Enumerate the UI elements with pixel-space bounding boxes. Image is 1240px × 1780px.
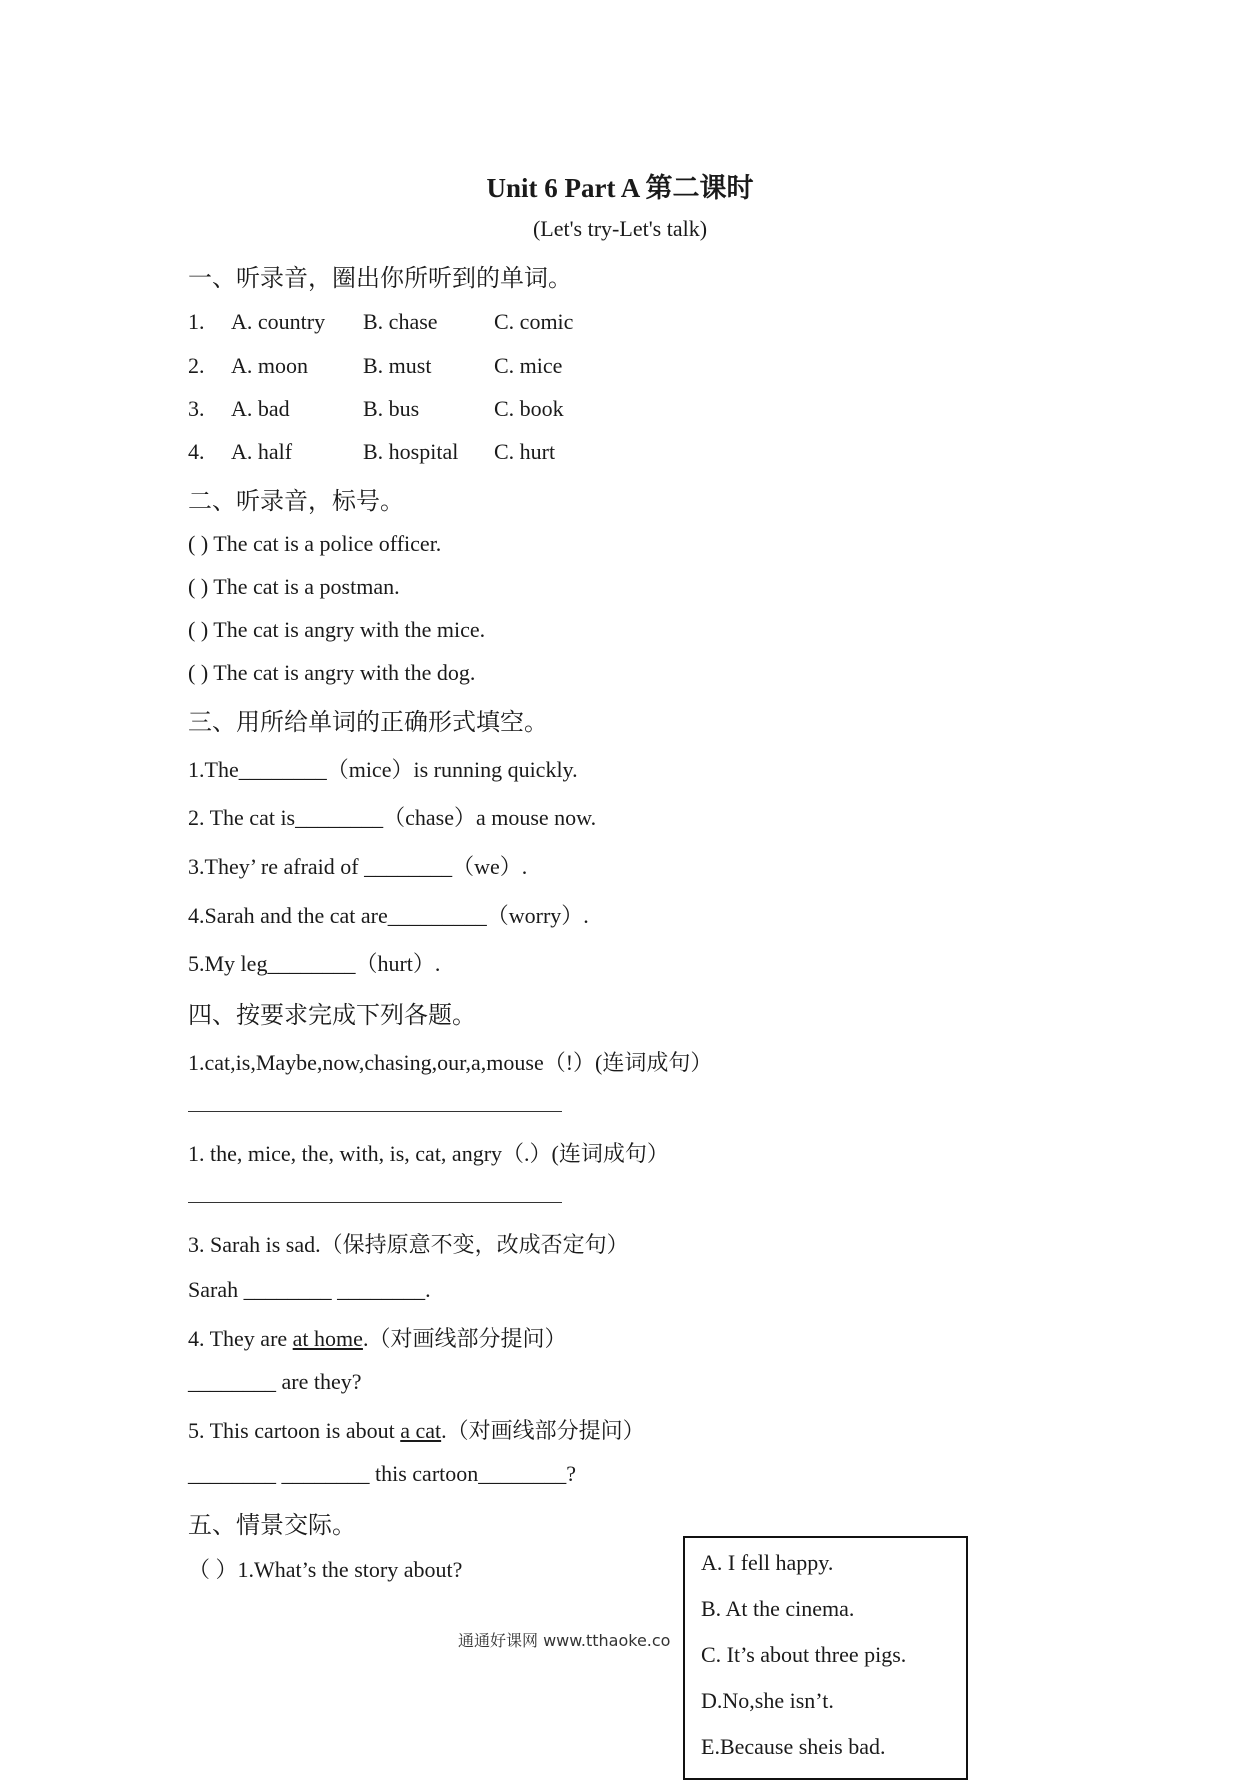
option-item: A. I fell happy. [701,1550,834,1575]
list-item: 4.Sarah and the cat are_________（worry）. [188,903,589,928]
question-number: 1. [188,309,205,334]
option-b: B. must [363,353,432,378]
option-c: C. hurt [494,439,556,464]
option-a: A. bad [231,396,290,421]
list-item: 3.They’ re afraid of ________（we）. [188,854,528,879]
answer-text: Sarah ________ ________. [188,1277,431,1302]
option-b: B. bus [363,396,420,421]
question-text: （ ）1.What’s the story about? [188,1557,463,1582]
section-1-heading: 一、听录音，圈出你所听到的单词。 [188,264,572,292]
question-number: 4. [188,439,205,464]
list-item: 5.My leg________（hurt）. [188,951,441,976]
option-a: A. country [231,309,326,334]
question-text-part: .（对画线部分提问） [441,1418,645,1443]
section-5-heading: 五、情景交际。 [188,1511,356,1539]
page-subtitle: (Let's try-Let's talk) [532,216,708,241]
underlined-phrase: at home [292,1326,363,1351]
question-text-part: 5. This cartoon is about [188,1418,401,1443]
list-item: ( ) The cat is angry with the dog. [188,660,476,685]
underlined-phrase: a cat [400,1418,442,1443]
list-item: ( ) The cat is a police officer. [188,531,442,556]
option-a: A. half [231,439,293,464]
option-item: E.Because sheis bad. [701,1734,886,1759]
answer-text: ________ are they? [188,1369,362,1394]
section-2-heading: 二、听录音，标号。 [188,487,404,515]
question-text [188,1322,566,1353]
question-text [188,1414,645,1445]
option-item: B. At the cinema. [701,1596,855,1621]
question-text: 3. Sarah is sad.（保持原意不变，改成否定句） [188,1232,629,1257]
option-c: C. comic [494,309,574,334]
list-item: ( ) The cat is angry with the mice. [188,617,486,642]
section-4-heading: 四、按要求完成下列各题。 [188,1001,476,1029]
option-c: C. mice [494,353,563,378]
page-title: Unit 6 Part A 第二课时 [486,173,754,203]
question-number: 2. [188,353,205,378]
question-text-part: .（对画线部分提问） [362,1326,567,1351]
option-c: C. book [494,396,564,421]
question-text-part: 4. They are [188,1326,293,1351]
list-item: ( ) The cat is a postman. [188,574,400,599]
list-item: 2. The cat is________（chase）a mouse now. [188,805,597,830]
option-b: B. chase [363,309,438,334]
answer-line [188,1111,562,1112]
option-b: B. hospital [363,439,459,464]
question-number: 3. [188,396,205,421]
option-a: A. moon [231,353,308,378]
watermark: 通通好课网 www.tthaoke.co [458,1631,671,1650]
question-text: 1.cat,is,Maybe,now,chasing,our,a,mouse（!）(连词成句） [188,1050,713,1075]
answer-line [188,1202,562,1203]
answer-text: ________ ________ this cartoon________? [188,1461,577,1486]
option-item: D.No,she isn’t. [701,1688,834,1713]
list-item: 1.The________（mice）is running quickly. [188,757,578,782]
option-item: C. It’s about three pigs. [701,1642,907,1667]
question-text: 1. the, mice, the, with, is, cat, angry（.）(连词成句） [188,1141,669,1166]
section-3-heading: 三、用所给单词的正确形式填空。 [188,708,548,736]
options-box [683,1536,968,1780]
